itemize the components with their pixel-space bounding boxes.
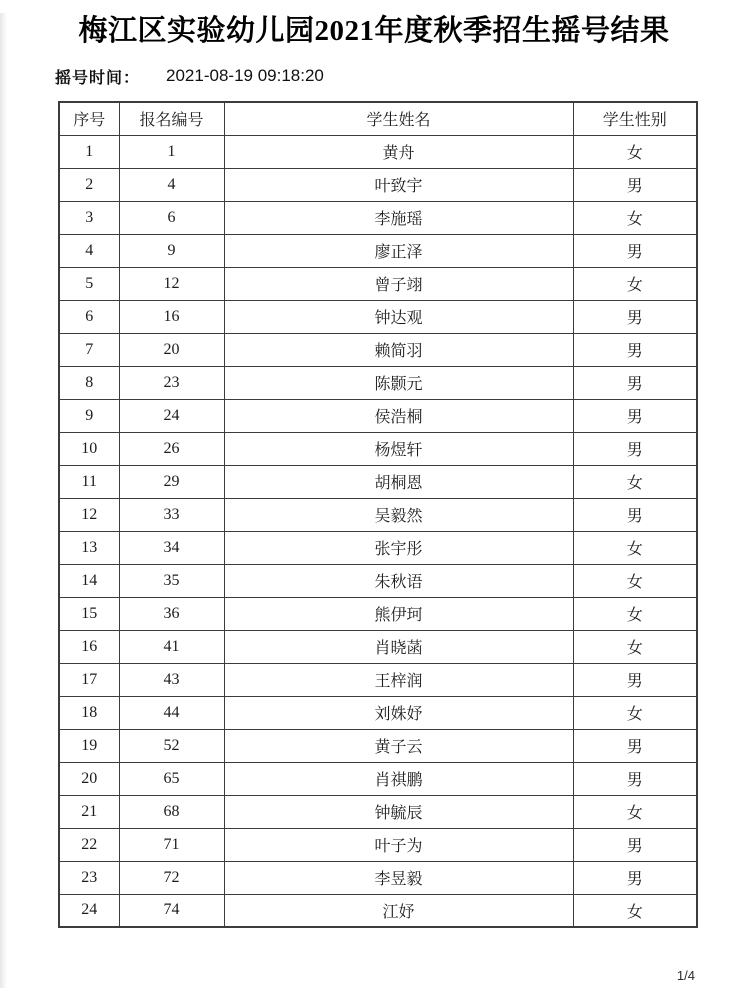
table-row	[59, 201, 697, 234]
cell-student-name: 熊伊珂	[224, 597, 573, 630]
table-row	[59, 135, 697, 168]
table-row	[59, 564, 697, 597]
cell-gender: 男	[573, 366, 697, 399]
cell-student-name: 江妤	[224, 894, 573, 927]
cell-gender: 女	[573, 564, 697, 597]
cell-student-name: 李昱毅	[224, 861, 573, 894]
table-row	[59, 762, 697, 795]
cell-gender: 女	[573, 465, 697, 498]
cell-index: 16	[59, 630, 119, 663]
page-number: 1/4	[676, 968, 695, 983]
cell-reg-number: 71	[119, 828, 224, 861]
cell-student-name: 张宇彤	[224, 531, 573, 564]
table-body	[59, 135, 697, 927]
cell-gender: 男	[573, 762, 697, 795]
cell-reg-number: 34	[119, 531, 224, 564]
cell-reg-number: 65	[119, 762, 224, 795]
cell-gender: 男	[573, 300, 697, 333]
cell-index: 19	[59, 729, 119, 762]
cell-index: 8	[59, 366, 119, 399]
cell-student-name: 刘姝妤	[224, 696, 573, 729]
cell-student-name: 朱秋语	[224, 564, 573, 597]
cell-student-name: 曾子翊	[224, 267, 573, 300]
page-edge-shadow-left	[0, 13, 7, 988]
cell-gender: 男	[573, 663, 697, 696]
cell-index: 9	[59, 399, 119, 432]
cell-student-name: 陈颢元	[224, 366, 573, 399]
table-row	[59, 498, 697, 531]
cell-gender: 男	[573, 432, 697, 465]
cell-index: 21	[59, 795, 119, 828]
cell-gender: 男	[573, 234, 697, 267]
cell-student-name: 钟毓辰	[224, 795, 573, 828]
cell-student-name: 胡桐恩	[224, 465, 573, 498]
cell-student-name: 廖正泽	[224, 234, 573, 267]
table-row	[59, 630, 697, 663]
cell-index: 5	[59, 267, 119, 300]
table-row	[59, 795, 697, 828]
cell-reg-number: 9	[119, 234, 224, 267]
column-header-student-name: 学生姓名	[224, 102, 573, 135]
cell-gender: 男	[573, 168, 697, 201]
cell-reg-number: 29	[119, 465, 224, 498]
cell-reg-number: 36	[119, 597, 224, 630]
cell-reg-number: 33	[119, 498, 224, 531]
cell-index: 12	[59, 498, 119, 531]
table-row	[59, 432, 697, 465]
table-row	[59, 861, 697, 894]
cell-gender: 女	[573, 696, 697, 729]
cell-gender: 男	[573, 399, 697, 432]
cell-reg-number: 41	[119, 630, 224, 663]
cell-reg-number: 23	[119, 366, 224, 399]
lottery-time-label: 摇号时间：	[55, 69, 141, 87]
table-row	[59, 267, 697, 300]
cell-gender: 女	[573, 894, 697, 927]
cell-student-name: 侯浩桐	[224, 399, 573, 432]
cell-reg-number: 52	[119, 729, 224, 762]
cell-student-name: 肖祺鹏	[224, 762, 573, 795]
cell-index: 4	[59, 234, 119, 267]
lottery-time-line	[55, 65, 748, 87]
cell-student-name: 李施瑶	[224, 201, 573, 234]
cell-index: 6	[59, 300, 119, 333]
cell-gender: 男	[573, 333, 697, 366]
cell-student-name: 叶子为	[224, 828, 573, 861]
cell-index: 20	[59, 762, 119, 795]
table-row	[59, 729, 697, 762]
cell-gender: 女	[573, 201, 697, 234]
cell-index: 2	[59, 168, 119, 201]
cell-reg-number: 68	[119, 795, 224, 828]
table-row	[59, 300, 697, 333]
cell-student-name: 钟达观	[224, 300, 573, 333]
cell-student-name: 赖简羽	[224, 333, 573, 366]
cell-reg-number: 26	[119, 432, 224, 465]
cell-student-name: 吴毅然	[224, 498, 573, 531]
table-row	[59, 168, 697, 201]
cell-reg-number: 1	[119, 135, 224, 168]
cell-reg-number: 74	[119, 894, 224, 927]
cell-reg-number: 12	[119, 267, 224, 300]
cell-index: 3	[59, 201, 119, 234]
table-row	[59, 399, 697, 432]
cell-reg-number: 72	[119, 861, 224, 894]
cell-index: 15	[59, 597, 119, 630]
table-row	[59, 663, 697, 696]
cell-reg-number: 44	[119, 696, 224, 729]
cell-gender: 女	[573, 630, 697, 663]
cell-student-name: 杨煜轩	[224, 432, 573, 465]
cell-reg-number: 6	[119, 201, 224, 234]
cell-index: 17	[59, 663, 119, 696]
cell-student-name: 黄舟	[224, 135, 573, 168]
cell-index: 18	[59, 696, 119, 729]
table-row	[59, 597, 697, 630]
page-title: 梅江区实验幼儿园2021年度秋季招生摇号结果	[78, 15, 670, 47]
table-row	[59, 465, 697, 498]
column-header-gender: 学生性别	[573, 102, 697, 135]
cell-reg-number: 16	[119, 300, 224, 333]
cell-gender: 男	[573, 828, 697, 861]
cell-index: 11	[59, 465, 119, 498]
table-header-row	[59, 102, 697, 135]
cell-index: 24	[59, 894, 119, 927]
cell-gender: 女	[573, 531, 697, 564]
cell-reg-number: 20	[119, 333, 224, 366]
cell-gender: 男	[573, 861, 697, 894]
table-row	[59, 696, 697, 729]
cell-reg-number: 24	[119, 399, 224, 432]
lottery-time-value: 2021-08-19 09:18:20	[166, 66, 324, 85]
cell-index: 1	[59, 135, 119, 168]
table-row	[59, 333, 697, 366]
lottery-result-table	[58, 101, 698, 928]
table-row	[59, 234, 697, 267]
table-row	[59, 531, 697, 564]
cell-index: 10	[59, 432, 119, 465]
cell-gender: 女	[573, 267, 697, 300]
cell-student-name: 王梓润	[224, 663, 573, 696]
cell-gender: 女	[573, 597, 697, 630]
cell-index: 22	[59, 828, 119, 861]
cell-student-name: 黄子云	[224, 729, 573, 762]
cell-index: 14	[59, 564, 119, 597]
cell-index: 13	[59, 531, 119, 564]
cell-gender: 男	[573, 498, 697, 531]
table-row	[59, 366, 697, 399]
cell-student-name: 肖晓菡	[224, 630, 573, 663]
cell-index: 7	[59, 333, 119, 366]
cell-reg-number: 35	[119, 564, 224, 597]
column-header-index: 序号	[59, 102, 119, 135]
cell-reg-number: 43	[119, 663, 224, 696]
cell-gender: 女	[573, 135, 697, 168]
cell-index: 23	[59, 861, 119, 894]
cell-gender: 女	[573, 795, 697, 828]
cell-gender: 男	[573, 729, 697, 762]
table-row	[59, 894, 697, 927]
table-row	[59, 828, 697, 861]
cell-reg-number: 4	[119, 168, 224, 201]
cell-student-name: 叶致宇	[224, 168, 573, 201]
column-header-reg-number: 报名编号	[119, 102, 224, 135]
